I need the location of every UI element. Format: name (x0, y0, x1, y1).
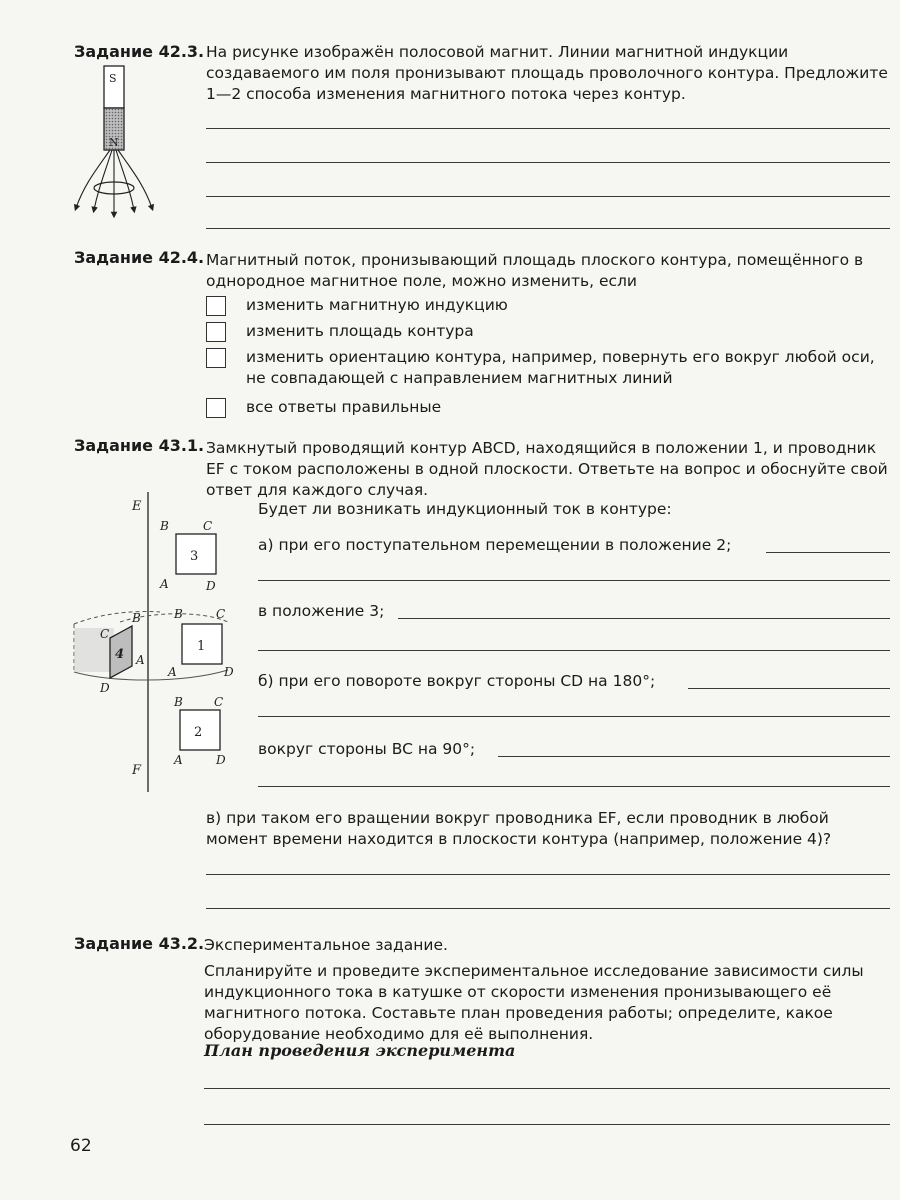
answer-line[interactable] (688, 688, 890, 689)
svg-text:A: A (168, 665, 177, 679)
label-f: F (132, 763, 142, 778)
answer-line[interactable] (206, 162, 890, 163)
svg-text:1: 1 (197, 639, 206, 654)
answer-line[interactable] (206, 228, 890, 229)
option-checkbox[interactable] (206, 296, 226, 316)
answer-line[interactable] (258, 716, 890, 717)
answer-line[interactable] (398, 618, 890, 619)
question-b2: вокруг стороны BC на 90°; (258, 740, 476, 758)
answer-line[interactable] (766, 552, 890, 553)
answer-line[interactable] (206, 874, 890, 875)
page-number: 62 (70, 1136, 92, 1156)
svg-text:B: B (132, 611, 141, 625)
svg-text:D: D (100, 681, 110, 695)
svg-text:D: D (224, 665, 234, 679)
label-e: E (132, 499, 142, 514)
contour-position-2 (173, 695, 226, 767)
svg-text:B: B (174, 607, 183, 621)
answer-line[interactable] (206, 908, 890, 909)
option-label: изменить ориентацию контура, например, повернуть его вокруг любой оси, не совпадающей с направлением магнитных линий (246, 348, 875, 387)
svg-text:A: A (136, 653, 145, 667)
svg-text:D: D (206, 579, 216, 593)
svg-text:A: A (174, 753, 183, 767)
task-42-4-text: Магнитный поток, пронизывающий площадь плоского контура, помещённого в однородное магнитное поле, можно изменить, если (206, 251, 864, 290)
magnet-pole-n: N (109, 136, 119, 149)
svg-text:2: 2 (194, 725, 203, 740)
question-c: в) при таком его вращении вокруг проводника EF, если проводник в любой момент времени находится в плоскости контура (например, положение 4)? (206, 809, 832, 848)
answer-line[interactable] (258, 580, 890, 581)
option-label: изменить площадь контура (246, 322, 474, 340)
svg-text:4: 4 (115, 647, 125, 662)
question-text: Будет ли возникать индукционный ток в контуре: (258, 500, 672, 518)
svg-text:A: A (160, 577, 169, 591)
svg-text:B: B (160, 519, 169, 533)
option-checkbox[interactable] (206, 322, 226, 342)
svg-text:C: C (203, 519, 213, 533)
svg-text:B: B (174, 695, 183, 709)
question-a: а) при его поступательном перемещении в положение 2; (258, 536, 732, 554)
contour-position-1 (167, 607, 234, 679)
svg-text:C: C (214, 695, 224, 709)
answer-line[interactable] (206, 128, 890, 129)
svg-text:C: C (216, 607, 226, 621)
contour-positions-figure (60, 492, 250, 802)
question-a2: в положение 3; (258, 602, 385, 620)
option-label: изменить магнитную индукцию (246, 296, 508, 314)
contour-position-3 (159, 519, 216, 593)
task-43-2-label: Задание 43.2. (74, 934, 205, 953)
svg-text:C: C (100, 627, 110, 641)
task-42-3-label: Задание 42.3. (74, 42, 205, 61)
option-label: все ответы правильные (246, 398, 442, 416)
answer-line[interactable] (258, 786, 890, 787)
plan-heading: План проведения эксперимента (204, 1041, 516, 1060)
task-42-4-label: Задание 42.4. (74, 248, 205, 267)
task-43-2-title: Экспериментальное задание. (204, 936, 448, 954)
answer-line[interactable] (204, 1088, 890, 1089)
bar-magnet-figure (66, 60, 176, 235)
question-b: б) при его повороте вокруг стороны CD на 180°; (258, 672, 656, 690)
answer-line[interactable] (258, 650, 890, 651)
option-checkbox[interactable] (206, 348, 226, 368)
answer-line[interactable] (498, 756, 890, 757)
answer-line[interactable] (206, 196, 890, 197)
answer-line[interactable] (204, 1124, 890, 1125)
magnet-pole-s: S (109, 72, 117, 85)
task-43-1-text: Замкнутый проводящий контур ABCD, находящийся в положении 1, и проводник EF с током расположены в одной плоскости. Ответьте на вопрос и обоснуйте свой ответ для каждого случая. (206, 439, 888, 499)
option-checkbox[interactable] (206, 398, 226, 418)
svg-text:D: D (216, 753, 226, 767)
svg-text:3: 3 (190, 549, 199, 564)
task-43-1-label: Задание 43.1. (74, 436, 205, 455)
task-43-2-text: Спланируйте и проведите экспериментальное исследование зависимости силы индукционного тока в катушке от скорости изменения пронизывающего её магнитного потока. Составьте план проведения работы; определите, какое оборудование необходимо для её выполнения. (204, 962, 864, 1043)
task-42-3-text: На рисунке изображён полосовой магнит. Линии магнитной индукции создаваемого им поля пронизывают площадь проволочного контура. Предложите 1—2 способа изменения магнитного потока через контур. (206, 43, 888, 103)
